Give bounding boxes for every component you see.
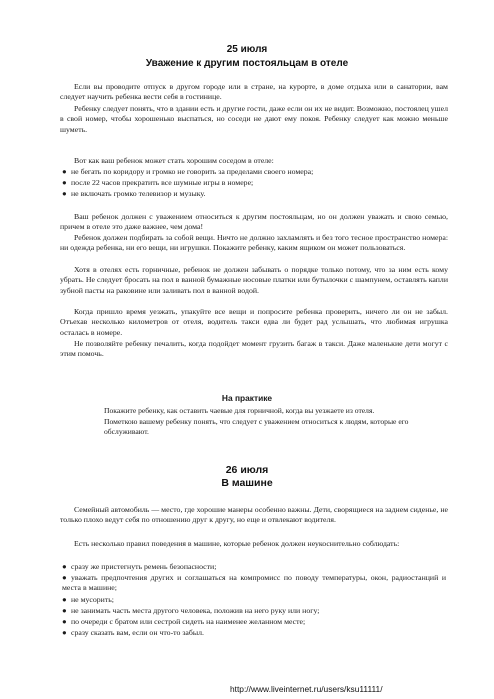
list-item: ● не занимать часть места другого человека, положив на него руку или ногу; [62, 606, 320, 615]
bullet-icon: ● [62, 178, 67, 187]
paragraph: Вот как ваш ребенок может стать хорошим соседом в отеле: [74, 156, 274, 165]
practice-line: Покажите ребенку, как оставить чаевые для горничной, когда вы уезжаете из отеля. [104, 406, 375, 415]
date-heading-1: 25 июля [226, 44, 268, 55]
watermark-url: http://www.liveinternet.ru/users/ksu11111/ [230, 684, 383, 694]
paragraph: Не позволяйте ребенку печалить, когда подойдет момент грузить багаж в такси. Даже маленькие дети могут с этим помочь. [60, 339, 448, 359]
bullet-icon: ● [62, 628, 67, 637]
paragraph: Когда пришло время уезжать, упакуйте все вещи и попросите ребенка проверить, ничего ли он не забыл. Отъехав несколько километров от отеля, водитель такси едва ли будет рад услышать, что любимая игрушка осталась в номере. [60, 307, 448, 337]
bullet-icon: ● [62, 573, 67, 582]
paragraph: Семейный автомобиль — место, где хорошие манеры особенно важны. Дети, сворящиеся на заднем сиденье, не только плохо ведут себя по отношению друг к другу, но еще и отвлекают водителя. [60, 505, 448, 525]
list-item: ● не включать громко телевизор и музыку. [62, 189, 206, 198]
paragraph: Ребенку следует понять, что в здании есть и другие гости, даже если он их не видит. Возможно, постоялец ушел в свой номер, чтобы хорошенько выспаться, но соседи не дают ему покоя. Ребенку следует как можно меньше шуметь. [60, 104, 448, 134]
practice-title: На практике [221, 393, 273, 403]
list-item: ● по очереди с братом или сестрой сидеть на наименее желанном месте; [62, 617, 306, 626]
bullet-icon: ● [62, 189, 67, 198]
list-item: ● уважать предпочтения других и соглашаться на компромисс по поводу температуры, окон, радиостанций и места в машине; [62, 573, 446, 593]
bullet-icon: ● [62, 606, 67, 615]
list-item: ● после 22 часов прекратить все шумные игры в номере; [62, 178, 254, 187]
paragraph: Есть несколько правил поведения в машине, которые ребенок должен неукоснительно соблюдать: [74, 539, 400, 548]
list-item: ● не бегать по коридору и громко не говорить за пределами своего номера; [62, 167, 314, 176]
paragraph: Ребенок должен подбирать за собой вещи. Ничто не должно захламлять и без того тесное пространство номера: ни одежда ребенка, ни его вещи, ни игрушки. Покажите ребенку, каким ящиком он может пользоваться. [60, 233, 448, 253]
list-item: ● сразу сказать вам, если он что-то забыл. [62, 628, 204, 637]
bullet-icon: ● [62, 595, 67, 604]
list-item: ● не мусорить; [62, 595, 114, 604]
practice-line: Пометкою вашему ребенку понять, что следует с уважением относиться к людям, которые его обслуживают. [104, 417, 409, 436]
bullet-icon: ● [62, 617, 67, 626]
paragraph: Хотя в отелях есть горничные, ребенок не должен забывать о порядке только потому, что за ним есть кому убрать. Не следует бросать на пол в ванной бумажные носовые платки или бутылочки с шампунем, оставлять капли зубной пасты на раковине или заливать пол в ванной водой. [60, 265, 448, 295]
date-heading-2: 26 июля [225, 464, 269, 476]
section-title-2: В машине [221, 477, 273, 489]
paragraph: Ваш ребенок должен с уважением относиться к другим постояльцам, но он должен уважать и свою семью, причем в отеле это даже важнее, чем дома! [60, 212, 448, 232]
bullet-icon: ● [62, 167, 67, 176]
bullet-icon: ● [62, 562, 67, 571]
list-item: ● сразу же пристегнуть ремень безопасности; [62, 562, 217, 571]
paragraph: Если вы проводите отпуск в другом городе или в стране, на курорте, в доме отдыха или в санатории, вам следует научить ребенка вести себя в гостинице. [60, 82, 448, 102]
section-title-1: Уважение к другим постояльцам в отеле [145, 58, 349, 69]
